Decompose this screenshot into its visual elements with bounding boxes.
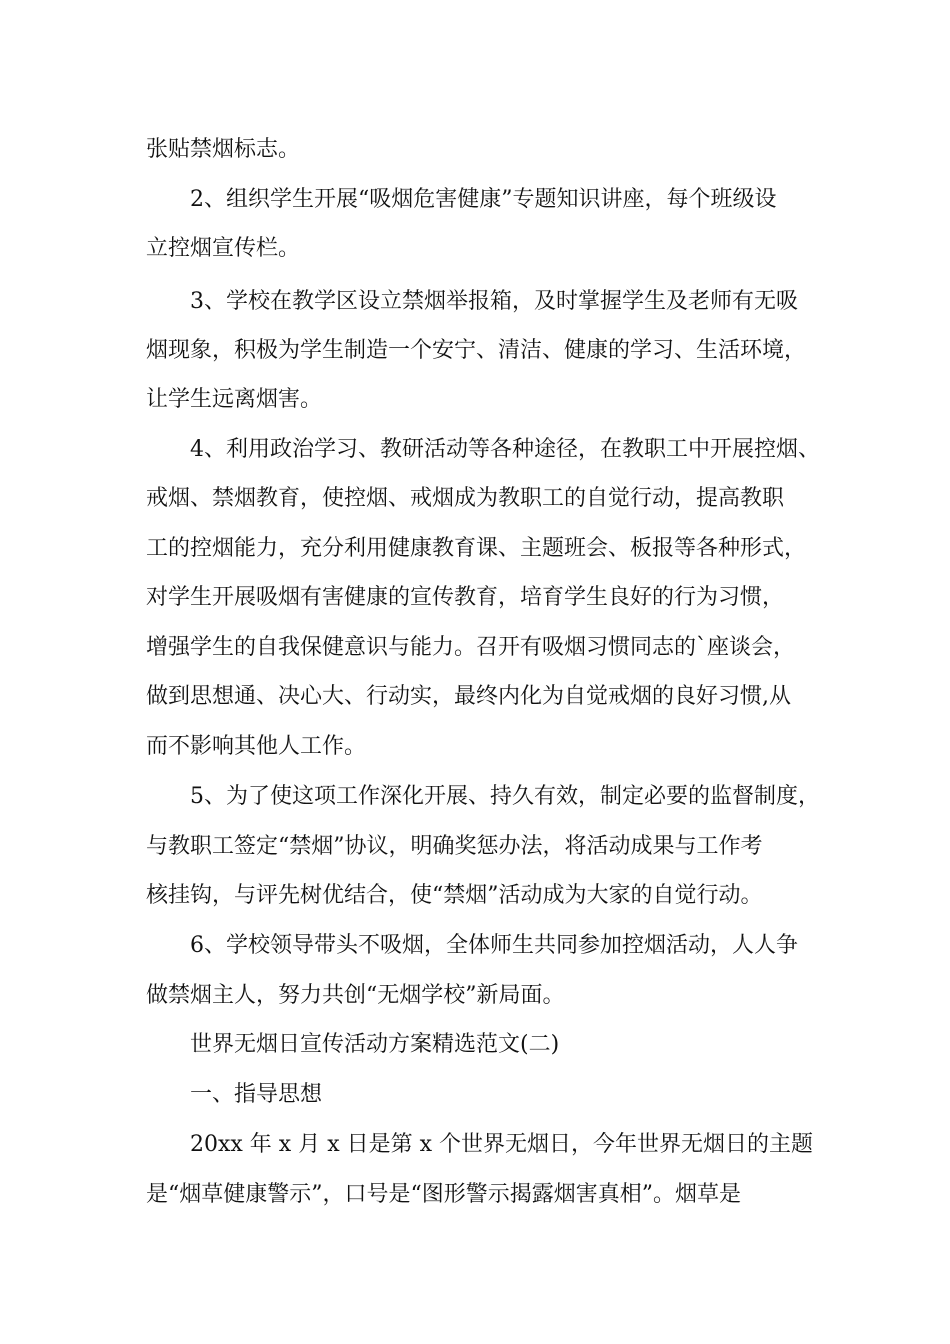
text-line: 工的控烟能力，充分利用健康教育课、主题班会、板报等各种形式， (146, 536, 807, 561)
paragraph-6-start: 6、学校领导带头不吸烟，全体师生共同参加控烟活动，人人争 (190, 933, 798, 958)
paragraph-5-start: 5、为了使这项工作深化开展、持久有效，制定必要的监督制度， (190, 784, 820, 809)
text-line: 让学生远离烟害。 (146, 387, 323, 412)
text-line: 立控烟宣传栏。 (146, 236, 301, 261)
text-line: 核挂钩，与评先树优结合，使“禁烟”活动成为大家的自觉行动。 (146, 883, 763, 908)
text-line: 张贴禁烟标志。 (146, 137, 301, 162)
paragraph-start: 20xx 年 x 月 x 日是第 x 个世界无烟日，今年世界无烟日的主题 (190, 1132, 813, 1157)
text-line: 而不影响其他人工作。 (146, 734, 367, 759)
text-line: 做到思想通、决心大、行动实，最终内化为自觉戒烟的良好习惯,从 (146, 684, 791, 709)
text-line: 与教职工签定“禁烟”协议，明确奖惩办法，将活动成果与工作考 (146, 834, 763, 859)
section-heading: 一、指导思想 (190, 1082, 323, 1107)
paragraph-3-start: 3、学校在教学区设立禁烟举报箱，及时掌握学生及老师有无吸 (190, 289, 798, 314)
section-title: 世界无烟日宣传活动方案精选范文(二) (190, 1032, 560, 1057)
text-line: 烟现象，积极为学生制造一个安宁、清洁、健康的学习、生活环境， (146, 338, 807, 363)
text-line: 对学生开展吸烟有害健康的宣传教育，培育学生良好的行为习惯， (146, 585, 785, 610)
paragraph-4-start: 4、利用政治学习、教研活动等各种途径，在教职工中开展控烟、 (190, 437, 820, 462)
text-line: 做禁烟主人，努力共创“无烟学校”新局面。 (146, 983, 565, 1008)
text-line: 戒烟、禁烟教育，使控烟、戒烟成为教职工的自觉行动，提高教职 (146, 486, 785, 511)
text-line: 增强学生的自我保健意识与能力。召开有吸烟习惯同志的`座谈会， (146, 635, 796, 660)
paragraph-2-start: 2、组织学生开展“吸烟危害健康”专题知识讲座，每个班级设 (190, 187, 777, 212)
text-line: 是“烟草健康警示”，口号是“图形警示揭露烟害真相”。烟草是 (146, 1182, 741, 1207)
